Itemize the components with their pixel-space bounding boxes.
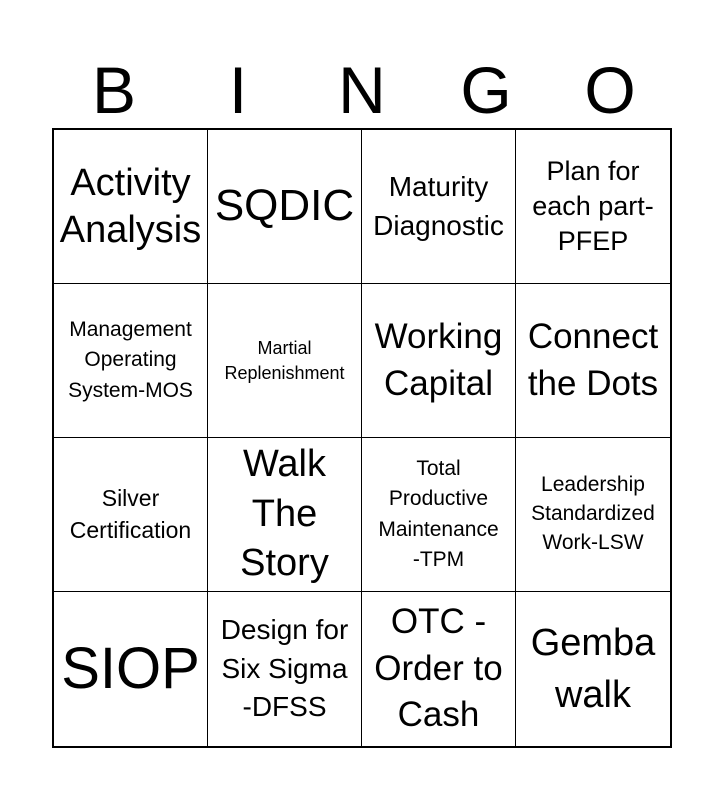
bingo-cell[interactable] [362, 438, 516, 592]
bingo-cell[interactable] [362, 592, 516, 746]
bingo-cell[interactable] [516, 130, 670, 284]
header-letter-i: I [228, 53, 248, 127]
bingo-cell-text: Silver Certification [69, 484, 192, 543]
bingo-cell-text: Martial Replenishment [224, 338, 345, 383]
bingo-cell-text: Leadership Standardized Work-LSW [531, 473, 655, 554]
bingo-cell[interactable] [54, 130, 208, 284]
bingo-grid [52, 128, 672, 748]
bingo-cell-text: SQDIC [214, 181, 355, 231]
header-letter-g: G [460, 53, 512, 127]
bingo-cell[interactable] [516, 438, 670, 592]
bingo-cell[interactable] [516, 284, 670, 438]
header-letter-n: N [338, 53, 386, 127]
bingo-cell-text: Walk The Story [240, 442, 329, 585]
bingo-cell-text: Gemba walk [530, 621, 656, 716]
bingo-cell[interactable] [362, 130, 516, 284]
bingo-cell[interactable] [516, 592, 670, 746]
header-letter-o: O [584, 53, 636, 127]
bingo-cell[interactable] [362, 284, 516, 438]
bingo-cell-text: Maturity Diagnostic [373, 171, 504, 241]
bingo-cell[interactable] [54, 438, 208, 592]
bingo-cell[interactable] [54, 284, 208, 438]
bingo-cell-text: Management Operating System-MOS [68, 317, 193, 402]
bingo-header [52, 52, 672, 128]
bingo-cell[interactable] [208, 592, 362, 746]
bingo-cell-text: Plan for each part- PFEP [532, 155, 654, 257]
bingo-cell-text: Connect the Dots [527, 316, 659, 403]
bingo-cell[interactable] [54, 592, 208, 746]
bingo-cell[interactable] [208, 438, 362, 592]
bingo-cell[interactable] [208, 130, 362, 284]
bingo-cell-text: Activity Analysis [59, 161, 202, 251]
bingo-cell-text: Total Productive Maintenance -TPM [378, 456, 499, 571]
bingo-cell-text: Working Capital [374, 316, 503, 403]
bingo-cell[interactable] [208, 284, 362, 438]
bingo-cell-text: Design for Six Sigma -DFSS [220, 614, 349, 723]
header-letter-b: B [91, 53, 137, 127]
bingo-cell-text: OTC - Order to Cash [374, 602, 503, 735]
bingo-cell-text: SIOP [61, 635, 200, 701]
